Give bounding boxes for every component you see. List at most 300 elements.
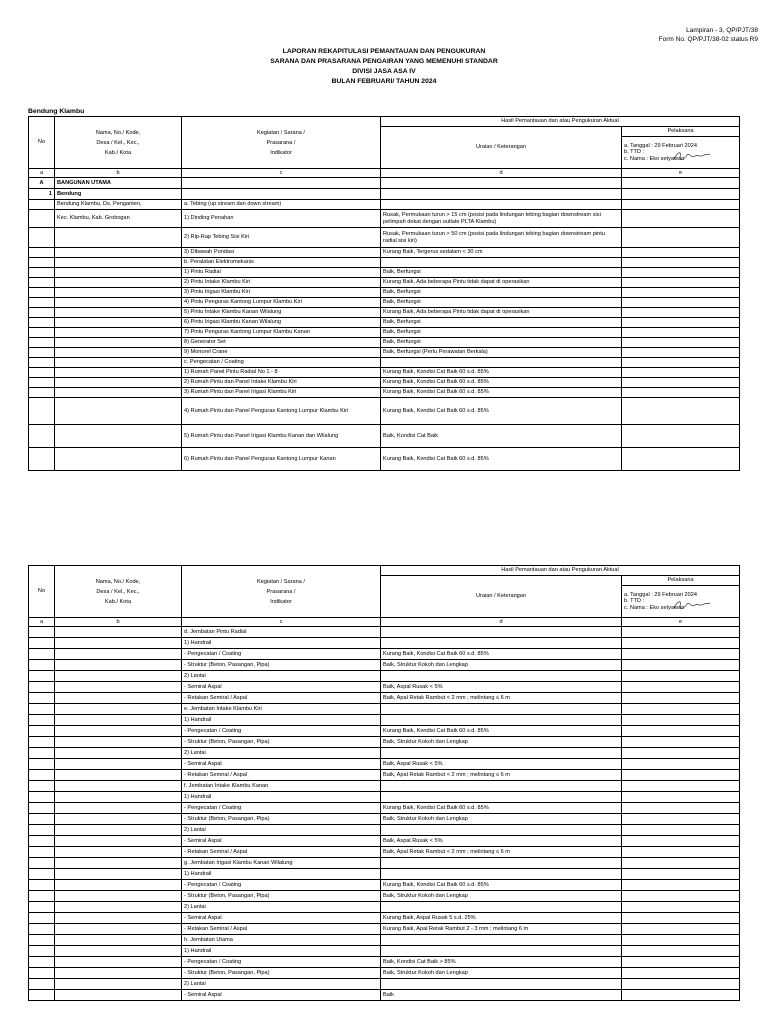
description-cell: Kurang Baik, Kondisi Cat Baik 60 s.d. 85%	[381, 398, 622, 425]
table-row	[29, 298, 740, 308]
executor-cell	[622, 682, 740, 693]
table-row	[29, 378, 740, 388]
executor-cell	[622, 228, 740, 248]
attachment-label: Lampiran - 3, QP/PJT/38	[686, 27, 758, 34]
location-cell	[55, 258, 182, 268]
form-reference	[659, 26, 758, 44]
activity-cell: - Pengecatan / Coating	[182, 649, 381, 660]
location-cell	[55, 836, 182, 847]
row-no	[29, 210, 55, 228]
executor-cell	[622, 368, 740, 378]
location-cell	[55, 425, 182, 448]
location-cell	[55, 770, 182, 781]
activity-cell: 1) Handrail	[182, 792, 381, 803]
header-name-line: Nama, No./ Kode,	[95, 578, 141, 585]
letter-e: e	[622, 618, 740, 627]
location-cell	[55, 935, 182, 946]
description-cell: Baik, Struktur Kokoh dan Lengkap	[381, 660, 622, 671]
table-row	[29, 627, 740, 638]
activity-cell: 6) Pintu Irigasi Klambu Kanan Wilalung	[182, 318, 381, 328]
location-cell	[55, 398, 182, 425]
form-number: Form No. QP/PJT/38-02 status R9	[658, 36, 758, 43]
executor-cell	[622, 448, 740, 471]
monitoring-table-1	[28, 116, 740, 471]
activity-cell: d. Jembatan Pintu Radial	[182, 627, 381, 638]
description-cell	[381, 358, 622, 368]
location-cell	[55, 715, 182, 726]
description-cell: Kurang Baik, Kondisi Cat Baik 60 s.d. 85%	[381, 649, 622, 660]
description-cell: Baik, Kondisi Cat Baik	[381, 425, 622, 448]
row-no	[29, 924, 55, 935]
description-cell: Kurang Baik, Kondisi Cat Baik 60 s.d. 85%	[381, 448, 622, 471]
description-cell	[381, 704, 622, 715]
row-no	[29, 298, 55, 308]
row-no	[29, 258, 55, 268]
description-cell: Baik, Berfungsi	[381, 298, 622, 308]
description-cell: Kurang Baik, Kondisi Cat Baik 60 s.d. 85%	[381, 388, 622, 398]
table-row	[29, 891, 740, 902]
description-cell: Rusak, Permukaan turun > 50 cm (posisi pada lindungan tebing bagian downstream pintu radial sisi kiri)	[381, 228, 622, 248]
executor-cell	[622, 957, 740, 968]
row-no	[29, 715, 55, 726]
activity-cell: 4) Rumah Pintu dan Panel Penguras Kantong Lumpur Klambu Kiri	[182, 398, 381, 425]
activity-cell: g. Jembatan Irigasi Klambu Kanan Wilalung	[182, 858, 381, 869]
site-name: Bendung Klambu	[28, 108, 85, 115]
activity-cell: c. Pengecatan / Coating	[182, 358, 381, 368]
executor-cell	[622, 847, 740, 858]
description-cell: Baik, Struktur Kokoh dan Lengkap	[381, 814, 622, 825]
description-cell	[381, 792, 622, 803]
letter-c: c	[182, 618, 381, 627]
activity-cell: - Semiral Aspal	[182, 682, 381, 693]
location-cell	[55, 957, 182, 968]
header-activity-line: Prasarana /	[266, 588, 296, 595]
location-cell	[55, 902, 182, 913]
executor-cell	[622, 318, 740, 328]
executor-date: a. Tanggal : 29 Februari 2024	[624, 591, 697, 598]
activity-cell: 2) Rip-Rap Tebing Sisi Kiri	[182, 228, 381, 248]
letter-d: d	[381, 169, 622, 178]
description-cell: Kurang Baik, Ada beberapa Pintu tidak dapat di operasikan	[381, 308, 622, 318]
executor-cell	[622, 946, 740, 957]
row-no	[29, 368, 55, 378]
description-cell: Baik, Aspal Rusak < 5%	[381, 759, 622, 770]
row-no	[29, 803, 55, 814]
table-row	[29, 979, 740, 990]
row-no	[29, 682, 55, 693]
executor-date: a. Tanggal : 29 Februari 2024	[624, 142, 697, 149]
executor-name: c. Nama : Eko setyawan	[624, 604, 685, 611]
row-no	[29, 378, 55, 388]
location-cell	[55, 759, 182, 770]
location-cell	[55, 693, 182, 704]
table-row	[29, 348, 740, 358]
row-no	[29, 448, 55, 471]
location-cell	[55, 318, 182, 328]
executor-cell	[622, 836, 740, 847]
header-activity	[182, 117, 381, 169]
row-no	[29, 814, 55, 825]
table-row	[29, 318, 740, 328]
executor-cell	[622, 891, 740, 902]
row-no	[29, 737, 55, 748]
executor-cell	[622, 715, 740, 726]
table-row	[29, 338, 740, 348]
description-cell	[381, 946, 622, 957]
activity-cell: e. Jembatan Intake Klambu Kiri	[182, 704, 381, 715]
table-row	[29, 388, 740, 398]
location-cell	[55, 880, 182, 891]
activity-cell: 5) Pintu Intake Klambu Kanan Wilalung	[182, 308, 381, 318]
location-cell	[55, 328, 182, 338]
activity-cell: 8) Generator Set	[182, 338, 381, 348]
row-no	[29, 638, 55, 649]
row-no	[29, 268, 55, 278]
executor-cell	[622, 803, 740, 814]
location-cell	[55, 825, 182, 836]
description-cell	[381, 869, 622, 880]
row-no	[29, 627, 55, 638]
title-line-4: BULAN FEBRUARI/ TAHUN 2024	[331, 78, 437, 85]
table-row	[29, 308, 740, 318]
description-cell: Kurang Baik, Kondisi Cat Baik 60 s.d. 85%	[381, 803, 622, 814]
header-no: No	[29, 566, 55, 618]
location-cell	[55, 704, 182, 715]
description-cell	[381, 781, 622, 792]
row-no	[29, 825, 55, 836]
section-number: A	[29, 178, 55, 189]
activity-cell: f. Jembatan Intake Klambu Kanan	[182, 781, 381, 792]
activity-cell: - Pengecatan / Coating	[182, 726, 381, 737]
activity-cell: 2) Rumah Pintu dan Panel Intake Klambu Kiri	[182, 378, 381, 388]
header-activity	[182, 566, 381, 618]
location-cell	[55, 869, 182, 880]
row-no	[29, 891, 55, 902]
description-cell: Kurang Baik, Kondisi Cat Baik 60 s.d. 85%	[381, 378, 622, 388]
executor-cell	[622, 358, 740, 368]
description-cell	[381, 671, 622, 682]
subsection-number: 1	[29, 189, 55, 200]
row-no	[29, 968, 55, 979]
executor-cell	[622, 770, 740, 781]
activity-cell: 2) Lantai	[182, 979, 381, 990]
row-no	[29, 671, 55, 682]
header-description: Uraian / Keterangan	[381, 127, 622, 169]
location-line: Kec. Klambu, Kab. Grobogan	[55, 210, 182, 228]
table-row	[29, 368, 740, 378]
activity-cell: - Pengecatan / Coating	[182, 957, 381, 968]
header-name	[55, 566, 182, 618]
monitoring-table-2	[28, 565, 740, 1001]
table-row	[29, 358, 740, 368]
table-row	[29, 638, 740, 649]
location-cell	[55, 737, 182, 748]
row-no	[29, 946, 55, 957]
row-no	[29, 228, 55, 248]
header-description: Uraian / Keterangan	[381, 576, 622, 618]
executor-cell	[622, 968, 740, 979]
table-row	[29, 200, 740, 210]
table-row	[29, 278, 740, 288]
executor-cell	[622, 814, 740, 825]
location-cell	[55, 979, 182, 990]
location-cell	[55, 298, 182, 308]
row-no	[29, 348, 55, 358]
activity-cell: 2) Lantai	[182, 902, 381, 913]
header-activity-line: Kegiatan / Sarana /	[257, 578, 305, 585]
activity-cell: 3) Pintu Irigasi Klambu Kiri	[182, 288, 381, 298]
activity-cell: 7) Pintu Penguras Kantong Lumpur Klambu Kanan	[182, 328, 381, 338]
activity-cell: - Semiral Aspal	[182, 759, 381, 770]
row-no	[29, 358, 55, 368]
header-activity-line: Prasarana /	[266, 139, 296, 146]
description-cell	[381, 858, 622, 869]
letter-a: a	[29, 618, 55, 627]
activity-cell: - Retakan Semiral / Aspal	[182, 770, 381, 781]
table-row	[29, 935, 740, 946]
activity-cell: 4) Pintu Penguras Kantong Lumpur Klambu Kiri	[182, 298, 381, 308]
location-cell	[55, 448, 182, 471]
row-no	[29, 308, 55, 318]
location-cell	[55, 671, 182, 682]
header-activity-line: Kegiatan / Sarana /	[257, 129, 305, 136]
location-cell	[55, 268, 182, 278]
table-row	[29, 693, 740, 704]
description-cell	[381, 825, 622, 836]
activity-cell: 1) Handrail	[182, 715, 381, 726]
executor-cell	[622, 858, 740, 869]
executor-details	[622, 137, 740, 169]
activity-cell: h. Jembatan Utama	[182, 935, 381, 946]
activity-cell: 2) Lantai	[182, 825, 381, 836]
location-cell	[55, 288, 182, 298]
description-cell: Kurang Baik, Aspal Rusak 5 s.d. 25%	[381, 913, 622, 924]
row-no	[29, 990, 55, 1001]
location-cell	[55, 968, 182, 979]
description-cell	[381, 258, 622, 268]
description-cell: Kurang Baik, Kondisi Cat Baik 60 s.d. 85%	[381, 880, 622, 891]
report-title	[0, 47, 768, 87]
table-row	[29, 737, 740, 748]
location-cell	[55, 924, 182, 935]
executor-cell	[622, 913, 740, 924]
location-cell	[55, 338, 182, 348]
row-no	[29, 957, 55, 968]
executor-cell	[622, 398, 740, 425]
description-cell: Baik, Aspal Rusak < 5%	[381, 682, 622, 693]
description-cell	[381, 748, 622, 759]
location-cell	[55, 388, 182, 398]
activity-cell: - Struktur (Beton, Pasangan, Pipa)	[182, 814, 381, 825]
location-cell	[55, 726, 182, 737]
description-cell	[381, 715, 622, 726]
executor-cell	[622, 288, 740, 298]
table-row	[29, 990, 740, 1001]
description-cell: Kurang Baik, Tergerus sedalam < 30 cm	[381, 248, 622, 258]
activity-cell: - Pengecatan / Coating	[182, 803, 381, 814]
description-cell: Baik, Berfungsi	[381, 268, 622, 278]
description-cell: Baik, Struktur Kokoh dan Lengkap	[381, 737, 622, 748]
table-row	[29, 660, 740, 671]
executor-cell	[622, 979, 740, 990]
header-activity-line: Indikator	[270, 149, 292, 156]
location-cell	[55, 946, 182, 957]
row-no	[29, 836, 55, 847]
description-cell: Baik, Berfungsi	[381, 338, 622, 348]
row-no	[29, 792, 55, 803]
activity-cell: 3) Rumah Pintu dan Panel Irigasi Klambu Kiri	[182, 388, 381, 398]
location-cell	[55, 348, 182, 358]
header-executor: Pelaksana	[622, 576, 740, 586]
table-row	[29, 913, 740, 924]
description-cell: Kurang Baik, Kondisi Cat Baik 60 s.d. 85%	[381, 726, 622, 737]
row-no	[29, 770, 55, 781]
executor-cell	[622, 378, 740, 388]
executor-signature-line: b. TTD :	[624, 598, 645, 605]
location-cell	[55, 847, 182, 858]
location-cell	[55, 891, 182, 902]
activity-cell: 1) Handrail	[182, 638, 381, 649]
location-line: Bendung Klambu, Ds. Penganten,	[55, 200, 182, 210]
description-cell	[381, 638, 622, 649]
header-result-group: Hasil Pemantauan dan atau Pengukuran Aktual	[381, 117, 740, 127]
table-row	[29, 228, 740, 248]
location-cell	[55, 913, 182, 924]
table-row	[29, 880, 740, 891]
activity-cell: 2) Lantai	[182, 671, 381, 682]
activity-cell: a. Tebing (up stream dan down stream)	[182, 200, 381, 210]
location-cell	[55, 638, 182, 649]
description-cell: Baik	[381, 990, 622, 1001]
description-cell: Kurang Baik, Apal Retak Rambut 2 - 3 mm ; melintang 6 m	[381, 924, 622, 935]
executor-cell	[622, 248, 740, 258]
table-row	[29, 398, 740, 425]
letter-d: d	[381, 618, 622, 627]
table-row	[29, 448, 740, 471]
location-cell	[55, 358, 182, 368]
description-cell: Kurang Baik, Kondisi Cat Baik 60 s.d. 85%	[381, 368, 622, 378]
letter-b: b	[55, 618, 182, 627]
table-row	[29, 792, 740, 803]
executor-cell	[622, 792, 740, 803]
activity-cell: - Struktur (Beton, Pasangan, Pipa)	[182, 891, 381, 902]
activity-cell: 1) Rumah Panel Pintu Radial No 1 - 8	[182, 368, 381, 378]
executor-cell	[622, 258, 740, 268]
row-no	[29, 425, 55, 448]
description-cell	[381, 902, 622, 913]
table-row	[29, 770, 740, 781]
row-no	[29, 979, 55, 990]
executor-cell	[622, 748, 740, 759]
row-no	[29, 693, 55, 704]
table-row	[29, 825, 740, 836]
table-row	[29, 847, 740, 858]
activity-cell: - Struktur (Beton, Pasangan, Pipa)	[182, 968, 381, 979]
executor-cell	[622, 902, 740, 913]
executor-signature-line: b. TTD :	[624, 149, 645, 156]
description-cell	[381, 200, 622, 210]
table-row	[29, 781, 740, 792]
executor-cell	[622, 649, 740, 660]
description-cell: Rusak, Permukaan turun > 15 cm (posisi pada lindungan tebing bagian downstream sisi pelimpah dekat dengan outlate PLTA Klambu)	[381, 210, 622, 228]
table-row	[29, 425, 740, 448]
executor-cell	[622, 638, 740, 649]
activity-cell: - Semiral Aspal	[182, 913, 381, 924]
letter-a: a	[29, 169, 55, 178]
location-cell	[55, 368, 182, 378]
activity-cell: 5) Rumah Pintu dan Panel Irigasi Klambu Kanan dan Wilalung	[182, 425, 381, 448]
executor-cell	[622, 737, 740, 748]
table-row	[29, 704, 740, 715]
executor-cell	[622, 348, 740, 358]
executor-cell	[622, 704, 740, 715]
table-row	[29, 328, 740, 338]
table-row	[29, 968, 740, 979]
table-row	[29, 726, 740, 737]
executor-cell	[622, 627, 740, 638]
title-line-3: DIVISI JASA ASA IV	[352, 68, 416, 75]
description-cell: Baik, Struktur Kokoh dan Lengkap	[381, 968, 622, 979]
location-cell	[55, 990, 182, 1001]
executor-cell	[622, 660, 740, 671]
row-no	[29, 858, 55, 869]
row-no	[29, 847, 55, 858]
header-name-line: Kab./ Kota	[104, 149, 132, 156]
row-no	[29, 660, 55, 671]
location-cell	[55, 814, 182, 825]
activity-cell: - Retakan Semiral / Aspal	[182, 847, 381, 858]
row-no	[29, 869, 55, 880]
activity-cell: 2) Pintu Intake Klambu Kiri	[182, 278, 381, 288]
location-cell	[55, 649, 182, 660]
table-row	[29, 258, 740, 268]
header-name-line: Kab./ Kota	[104, 598, 132, 605]
row-no	[29, 398, 55, 425]
row-no	[29, 288, 55, 298]
row-no	[29, 704, 55, 715]
header-name	[55, 117, 182, 169]
executor-cell	[622, 210, 740, 228]
row-no	[29, 781, 55, 792]
row-no	[29, 913, 55, 924]
executor-cell	[622, 671, 740, 682]
location-cell	[55, 248, 182, 258]
letter-b: b	[55, 169, 182, 178]
activity-cell: 1) Handrail	[182, 946, 381, 957]
description-cell: Baik, Berfungsi	[381, 288, 622, 298]
table-row	[29, 759, 740, 770]
location-cell	[55, 803, 182, 814]
subsection-title: Bendung	[55, 189, 182, 200]
activity-cell: - Semiral Aspal	[182, 990, 381, 1001]
location-cell	[55, 792, 182, 803]
table-row	[29, 946, 740, 957]
table-row	[29, 957, 740, 968]
activity-cell: 1) Pintu Radial	[182, 268, 381, 278]
activity-cell: - Retakan Semiral / Aspal	[182, 924, 381, 935]
activity-cell: - Struktur (Beton, Pasangan, Pipa)	[182, 737, 381, 748]
executor-cell	[622, 781, 740, 792]
executor-name: c. Nama : Eko setyawan	[624, 155, 685, 162]
activity-cell: - Retakan Semiral / Aspal	[182, 693, 381, 704]
executor-cell	[622, 759, 740, 770]
header-result-group: Hasil Pemantauan dan atau Pengukuran Aktual	[381, 566, 740, 576]
description-cell: Kurang Baik, Ada beberapa Pintu tidak dapat di operasikan	[381, 278, 622, 288]
row-no	[29, 328, 55, 338]
executor-cell	[622, 328, 740, 338]
description-cell	[381, 935, 622, 946]
header-name-line: Nama, No./ Kode,	[95, 129, 141, 136]
